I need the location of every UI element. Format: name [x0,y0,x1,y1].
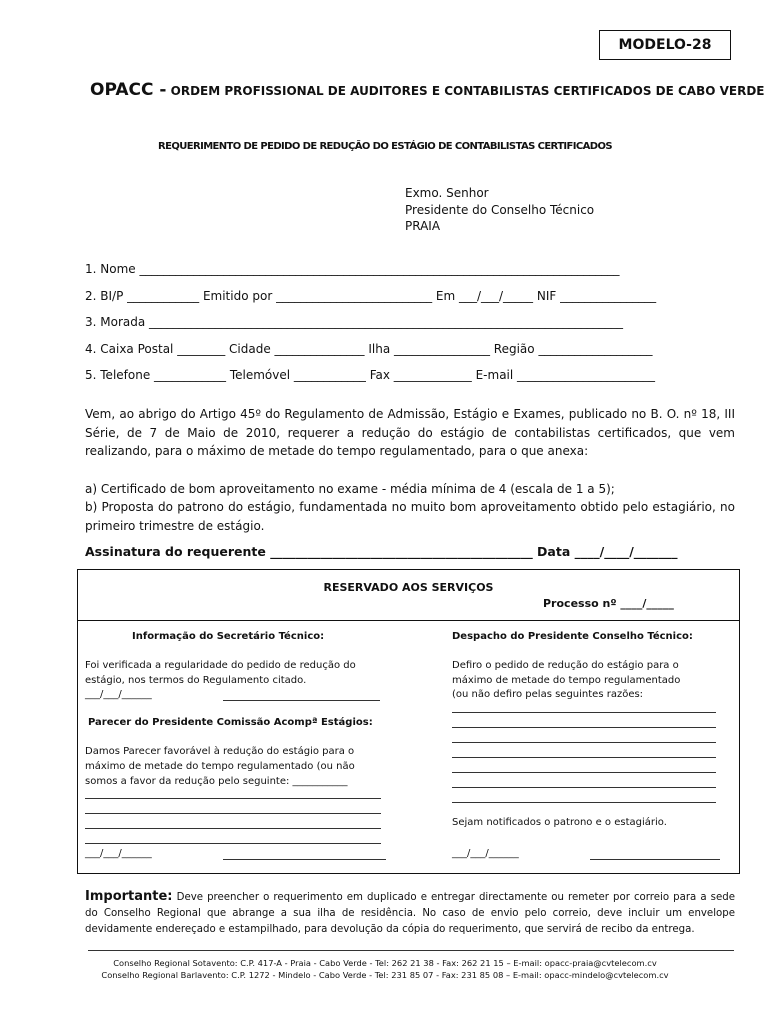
document-title: REQUERIMENTO DE PEDIDO DE REDUÇÃO DO ESTÁGIO DE CONTABILISTAS CERTIFICADOS [158,141,612,152]
important-note [85,889,735,938]
president-signature-line[interactable] [590,859,720,860]
important-text: Deve preencher o requerimento em duplicado e entregar directamente ou remeter por correio para a sede do Conselho Regional que abrange a sua ilha de residência. No caso de envio pelo correio, deve incluir um envelope devidamente endereçado e estampilhado, para devolução da cópia do requerimento, que servirá de recibo da entrega. [85,892,735,935]
president-text: Defiro o pedido de redução do estágio para o [452,660,679,671]
request-paragraph: Vem, ao abrigo do Artigo 45º do Regulamento de Admissão, Estágio e Exames, publicado no B. O. nº 18, III Série, de 7 de Maio de 2010, requerer a redução do estágio de contabilistas certificados, que vem realizando, para o máximo de metade do tempo regulamentado, para o que anexa: [85,407,735,458]
addressee-line: Exmo. Senhor [405,186,489,200]
committee-line[interactable] [85,798,381,799]
notify-text: Sejam notificados o patrono e o estagiário. [452,817,667,828]
field-morada[interactable]: 3. Morada _______________________________________________________________________________ [85,315,624,329]
signature-line[interactable]: Assinatura do requerente __________________________________________ Data ____/____/_______ [85,544,678,559]
secretary-signature-line[interactable] [223,700,380,701]
reserved-services-box [77,569,740,874]
committee-line[interactable] [85,843,381,844]
president-line[interactable] [452,772,716,773]
addressee-block [405,185,594,235]
footer-divider [88,950,734,951]
field-caixa-postal[interactable]: 4. Caixa Postal ________ Cidade _______________ Ilha ________________ Região ___________________ [85,342,653,356]
president-line[interactable] [452,802,716,803]
president-date[interactable]: ___/___/______ [452,848,519,859]
field-nome[interactable]: 1. Nome ________________________________________________________________________________ [85,262,620,276]
addressee-line: Presidente do Conselho Técnico [405,202,595,217]
footer-sotavento: Conselho Regional Sotavento: C.P. 417-A - Praia - Cabo Verde - Tel: 262 21 38 - Fax: 262 21 15 – E-mail: opacc-praia@cvtelecom.cv [113,958,657,968]
secretary-text: estágio, nos termos do Regulamento citado. [85,675,307,686]
president-line[interactable] [452,727,716,728]
president-text: máximo de metade do tempo regulamentado [452,675,681,686]
committee-text: Damos Parecer favorável à redução do estágio para o [85,746,355,757]
committee-line[interactable] [85,828,381,829]
annex-a: a) Certificado de bom aproveitamento no exame - média mínima de 4 (escala de 1 a 5); [85,482,615,496]
org-name: ORDEM PROFISSIONAL DE AUDITORES E CONTABILISTAS CERTIFICADOS DE CABO VERDE [170,84,765,98]
modelo-label: MODELO-28 [599,30,731,60]
field-telefone[interactable]: 5. Telefone ____________ Telemóvel ____________ Fax _____________ E-mail _______________________ [85,368,656,382]
annex-b: b) Proposta do patrono do estágio, fundamentada no muito bom aproveitamento obtido pelo estagiário, no primeiro trimestre de estágio. [85,500,735,533]
committee-signature-line[interactable] [223,859,386,860]
organization-header [90,80,765,100]
president-line[interactable] [452,712,716,713]
president-text: (ou não defiro pelas seguintes razões: [452,689,644,700]
committee-date[interactable]: ___/___/______ [85,848,152,859]
field-bi[interactable]: 2. BI/P ____________ Emitido por __________________________ Em ___/___/_____ NIF ________________ [85,289,657,303]
important-label: Importante: [85,889,173,904]
secretary-heading: Informação do Secretário Técnico: [132,631,325,642]
processo-number[interactable]: Processo nº ____/_____ [543,597,674,610]
secretary-text: Foi verificada a regularidade do pedido de redução do [85,660,356,671]
committee-text: máximo de metade do tempo regulamentado (ou não [85,761,355,772]
president-line[interactable] [452,787,716,788]
addressee-line: PRAIA [405,219,441,233]
divider [78,620,739,621]
president-heading: Despacho do Presidente Conselho Técnico: [452,631,693,642]
reserved-title: RESERVADO AOS SERVIÇOS [323,581,494,594]
committee-heading: Parecer do Presidente Comissão Acompª Estágios: [88,717,373,728]
president-line[interactable] [452,742,716,743]
org-acronym: OPACC - [90,80,167,100]
committee-text: somos a favor da redução pelo seguinte: ___________ [85,776,348,787]
president-line[interactable] [452,757,716,758]
footer-barlavento: Conselho Regional Barlavento: C.P. 1272 - Mindelo - Cabo Verde - Tel: 231 85 07 - Fax: 231 85 08 – E-mail: opacc-mindelo@cvtelecom.cv [101,970,669,980]
committee-line[interactable] [85,813,381,814]
secretary-date[interactable]: ___/___/______ [85,689,152,700]
